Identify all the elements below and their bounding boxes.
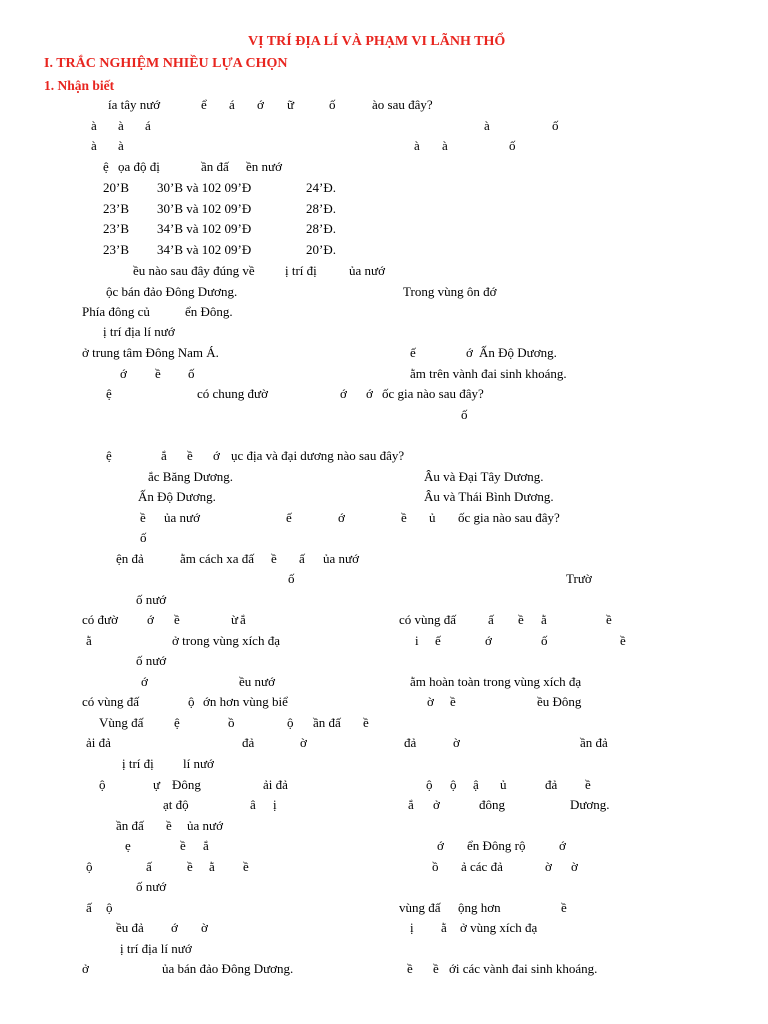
text-fragment: ế [410, 345, 416, 360]
text-fragment: 34’B và 102 09’Đ [157, 221, 252, 236]
text-fragment: ờ [201, 920, 208, 935]
text-fragment: ền nướ [246, 159, 282, 174]
text-fragment: ừ [231, 612, 239, 627]
text-fragment: có chung đườ [197, 386, 268, 401]
text-fragment: ề [187, 859, 193, 874]
text-fragment: ờ [427, 694, 434, 709]
text-fragment: ủa nướ [187, 818, 223, 833]
text-fragment: Âu và Đại Tây Dương. [424, 469, 544, 484]
text-fragment: ớ [340, 386, 347, 401]
text-fragment: ớ [141, 674, 148, 689]
text-fragment: ữ [287, 97, 295, 112]
text-fragment: ự [153, 777, 161, 792]
text-fragment: ề [585, 777, 591, 792]
text-fragment: Trườ [566, 571, 592, 586]
text-fragment: ố nướ [136, 879, 167, 894]
text-fragment: Trong vùng ôn đớ [403, 284, 497, 299]
text-fragment: ề [243, 859, 249, 874]
text-fragment: Ấn Độ Dương. [479, 345, 557, 360]
text-fragment: ớ [466, 345, 473, 360]
text-fragment: ẹ [125, 838, 131, 853]
text-fragment: à [484, 118, 490, 133]
text-fragment: 23’B [103, 242, 129, 257]
text-fragment: ố [140, 530, 147, 545]
text-fragment: 20’B [103, 180, 129, 195]
text-fragment: á [145, 118, 151, 133]
text-fragment: ả các đả [461, 859, 503, 874]
text-fragment: ải đả [86, 735, 111, 750]
text-fragment: à [118, 118, 124, 133]
text-fragment: ề [155, 366, 161, 381]
text-fragment: ờ [453, 735, 460, 750]
text-fragment: có đườ [82, 612, 118, 627]
text-fragment: â [250, 797, 256, 812]
text-fragment: ớ [120, 366, 127, 381]
text-fragment: ố [509, 138, 516, 153]
text-fragment: á [229, 97, 235, 112]
text-fragment: ị [410, 920, 414, 935]
text-fragment: ề [433, 961, 439, 976]
text-fragment: ớ [213, 448, 220, 463]
text-fragment: ế [286, 510, 292, 525]
text-fragment: ở trung tâm Đông Nam Á. [82, 345, 219, 360]
text-fragment: ện đả [116, 551, 144, 566]
text-fragment: ắc Băng Dương. [148, 469, 234, 484]
text-fragment: ề [561, 900, 567, 915]
text-fragment: Phía đông củ [82, 304, 150, 319]
text-fragment: ần đấ [201, 159, 229, 174]
text-fragment: ốc gia nào sau đây? [382, 386, 484, 401]
text-fragment: ều nào sau đây đúng về [133, 263, 255, 278]
text-fragment: ển Đông. [185, 304, 233, 319]
text-fragment: có vùng đấ [399, 612, 457, 627]
text-fragment: ề [166, 818, 172, 833]
text-fragment: ề [140, 510, 146, 525]
text-fragment: ề [180, 838, 186, 853]
text-fragment: ệ [106, 386, 112, 401]
text-fragment: ố nướ [136, 592, 167, 607]
text-fragment: ở [82, 961, 89, 976]
text-fragment: ị trí địa lí nướ [120, 941, 192, 956]
text-fragment: ớ [366, 386, 373, 401]
text-fragment: đông [479, 797, 505, 812]
text-fragment: ộ [86, 859, 93, 874]
text-fragment: ề [450, 694, 456, 709]
document-title: VỊ TRÍ ĐỊA LÍ VÀ PHẠM VI LÃNH THỔ [248, 34, 506, 49]
text-fragment: ề [174, 612, 180, 627]
text-fragment: à [118, 138, 124, 153]
text-fragment: ấ [146, 859, 152, 874]
text-fragment: ệ [106, 448, 112, 463]
text-fragment: ằ [209, 859, 215, 874]
text-fragment: ộ [426, 777, 433, 792]
text-fragment: ới các vành đai sinh khoáng. [449, 961, 598, 976]
text-fragment: ằm trên vành đai sinh khoáng. [410, 366, 567, 381]
text-fragment: ệ [103, 159, 109, 174]
text-fragment: ục địa và đại dương nào sau đây? [231, 448, 405, 463]
text-fragment: ớ [559, 838, 566, 853]
text-fragment: 34’B và 102 09’Đ [157, 242, 252, 257]
text-fragment: ồ [432, 859, 439, 874]
text-fragment: ề [620, 633, 626, 648]
text-fragment: ề [518, 612, 524, 627]
text-fragment: à [91, 138, 97, 153]
text-fragment: ờ [571, 859, 578, 874]
text-fragment: Đông [172, 777, 201, 792]
text-fragment: ờ [300, 735, 307, 750]
text-fragment: ớ [437, 838, 444, 853]
text-fragment: ều đả [116, 920, 144, 935]
text-fragment: ía tây nướ [108, 97, 161, 112]
text-fragment: ủa nướ [349, 263, 385, 278]
text-fragment: ố nướ [136, 653, 167, 668]
text-fragment: à [442, 138, 448, 153]
text-fragment: Vùng đấ [99, 715, 144, 730]
text-fragment: ớ [338, 510, 345, 525]
text-fragment: à [91, 118, 97, 133]
text-fragment: ằ [541, 612, 547, 627]
text-fragment: ở trong vùng xích đạ [172, 633, 280, 648]
text-fragment: ều Đông [537, 694, 582, 709]
text-fragment: ấ [86, 900, 92, 915]
text-fragment: đả [545, 777, 558, 792]
text-fragment: ằ [86, 633, 92, 648]
text-fragment: ằm hoàn toàn trong vùng xích đạ [410, 674, 582, 689]
text-fragment: ào sau đây? [372, 97, 433, 112]
text-fragment: ộ [188, 694, 195, 709]
text-fragment: ển Đông rộ [467, 838, 526, 853]
text-fragment: ố [461, 407, 468, 422]
text-fragment: à [414, 138, 420, 153]
text-fragment: ộ [287, 715, 294, 730]
text-fragment: ằm cách xa đấ [180, 551, 254, 566]
text-fragment: ắ [203, 838, 209, 853]
text-fragment: ị trí địa lí nướ [103, 324, 175, 339]
text-fragment: ộng hơn [458, 900, 501, 915]
text-fragment: ớ [485, 633, 492, 648]
text-fragment: ạt độ [163, 797, 189, 812]
text-fragment: ốc gia nào sau đây? [458, 510, 560, 525]
text-fragment: ề [401, 510, 407, 525]
text-fragment: ủa bán đảo Đông Dương. [162, 961, 294, 976]
text-fragment: ớ [257, 97, 264, 112]
text-fragment: ế [435, 633, 441, 648]
text-fragment: ờ [545, 859, 552, 874]
text-fragment: ố [329, 97, 336, 112]
text-fragment: ệ [174, 715, 180, 730]
text-fragment: đả [242, 735, 255, 750]
text-fragment: ở vùng xích đạ [460, 920, 538, 935]
text-fragment: có vùng đấ [82, 694, 140, 709]
text-fragment: 28’Đ. [306, 201, 336, 216]
text-fragment: ề [606, 612, 612, 627]
text-fragment: 23’B [103, 201, 129, 216]
text-fragment: ắ [161, 448, 167, 463]
text-fragment: 28’Đ. [306, 221, 336, 236]
text-fragment: ải đả [263, 777, 288, 792]
text-fragment: ộ [99, 777, 106, 792]
text-fragment: ị [273, 797, 277, 812]
text-fragment: ắ [408, 797, 414, 812]
text-fragment: ể [201, 97, 207, 112]
text-fragment: ở [433, 797, 440, 812]
text-fragment: ắ [240, 612, 246, 627]
text-fragment: ố [552, 118, 559, 133]
text-fragment: ều nướ [239, 674, 275, 689]
text-fragment: ần đả [580, 735, 608, 750]
text-fragment: ố [541, 633, 548, 648]
text-fragment: lí nướ [183, 756, 214, 771]
text-fragment: Dương. [570, 797, 610, 812]
text-fragment: ớn hơn vùng biể [203, 694, 288, 709]
text-fragment: đả [404, 735, 417, 750]
text-fragment: ủ [429, 510, 436, 525]
text-fragment: i [415, 633, 419, 648]
text-fragment: ớ [147, 612, 154, 627]
text-fragment: ộ [106, 900, 113, 915]
text-fragment: ớ [171, 920, 178, 935]
text-fragment: ấ [299, 551, 305, 566]
text-fragment: ộc bán đảo Đông Dương. [106, 284, 238, 299]
text-fragment: ậ [473, 777, 479, 792]
text-fragment: Âu và Thái Bình Dương. [424, 489, 554, 504]
text-fragment: ằ [441, 920, 447, 935]
text-fragment: ộ [450, 777, 457, 792]
text-fragment: 30’B và 102 09’Đ [157, 201, 252, 216]
text-fragment: ủa nướ [323, 551, 359, 566]
text-fragment: vùng đấ [399, 900, 441, 915]
text-fragment: ần đấ [313, 715, 341, 730]
text-fragment: ọa độ đị [118, 159, 160, 174]
text-fragment: ề [407, 961, 413, 976]
text-fragment: ề [187, 448, 193, 463]
text-fragment: ần đấ [116, 818, 144, 833]
text-fragment: 23’B [103, 221, 129, 236]
text-fragment: ề [271, 551, 277, 566]
text-fragment: ồ [228, 715, 235, 730]
text-fragment: ủ [500, 777, 507, 792]
text-fragment: 20’Đ. [306, 242, 336, 257]
text-fragment: ủa nướ [164, 510, 200, 525]
subsection-heading: 1. Nhận biết [44, 78, 115, 93]
text-fragment: ố [188, 366, 195, 381]
text-fragment: 24’Đ. [306, 180, 336, 195]
text-fragment: ị trí đị [122, 756, 154, 771]
text-fragment: ị trí đị [285, 263, 317, 278]
text-fragment: ố [288, 571, 295, 586]
section-heading: I. TRẮC NGHIỆM NHIỀU LỰA CHỌN [44, 56, 288, 71]
text-fragment: ấ [488, 612, 494, 627]
text-fragment: ề [363, 715, 369, 730]
text-fragment: Ấn Độ Dương. [138, 489, 216, 504]
text-fragment: 30’B và 102 09’Đ [157, 180, 252, 195]
